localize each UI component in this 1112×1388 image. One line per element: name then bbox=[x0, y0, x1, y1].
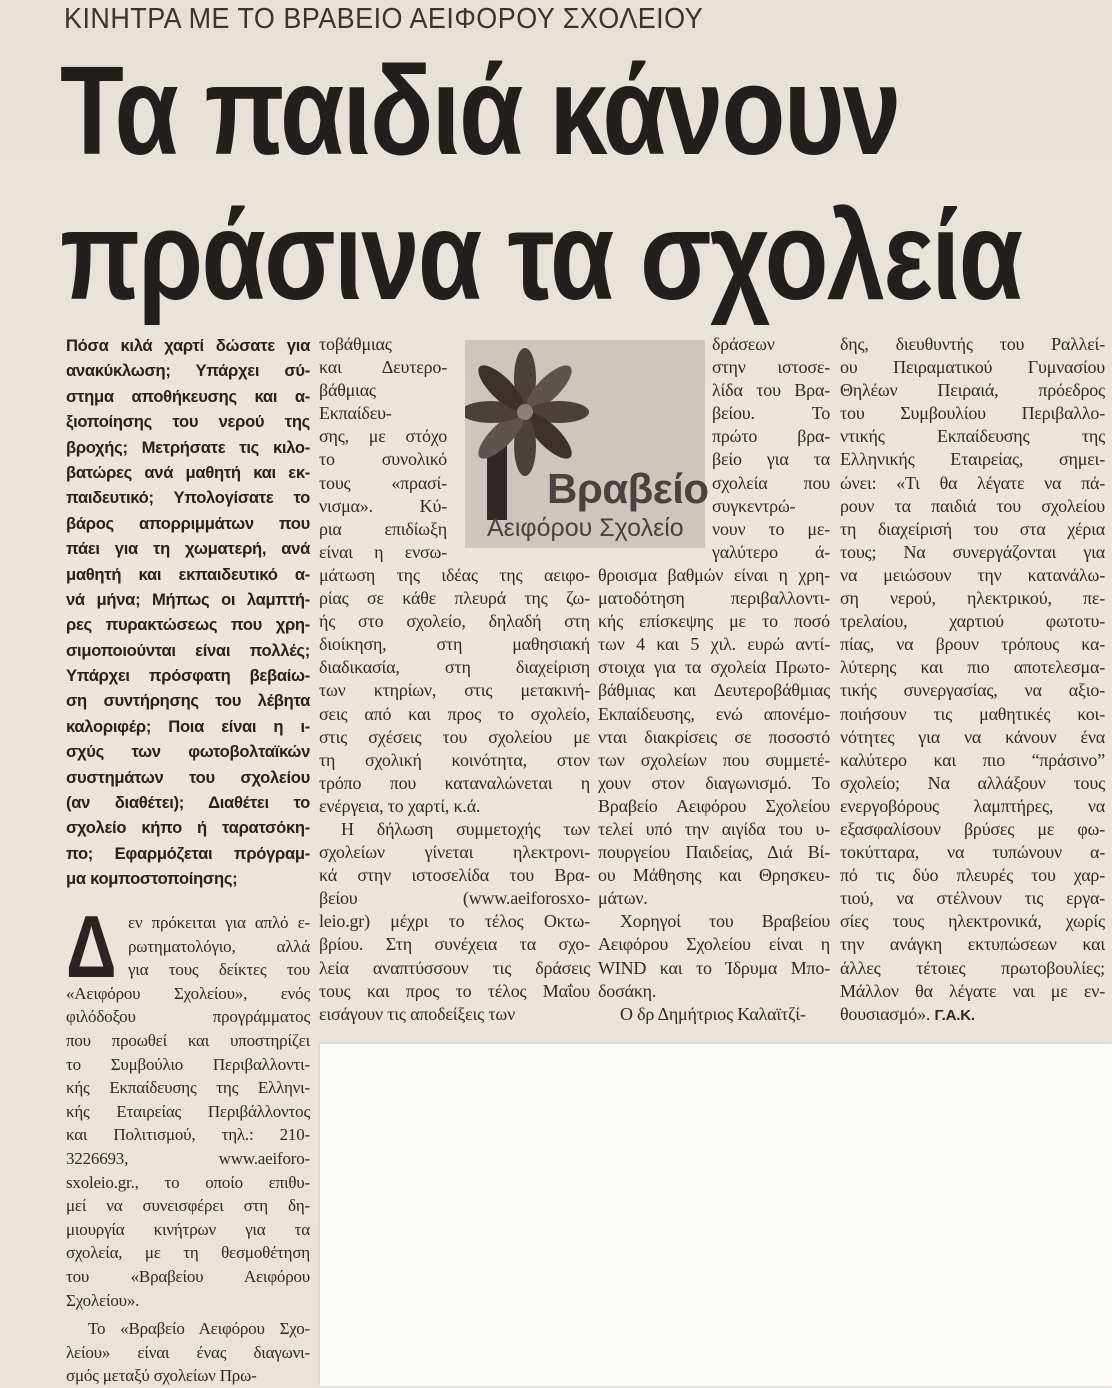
text-line bbox=[66, 358, 310, 383]
text-line bbox=[319, 726, 590, 749]
text-line bbox=[319, 587, 590, 610]
text-line bbox=[840, 772, 1105, 795]
text-line-content: τοκύτταρα, να τυπώνουν α- bbox=[840, 842, 1105, 863]
text-line-content: κής επίσκεψης με το ποσό bbox=[598, 611, 830, 632]
text-line-content: μάτωση της ιδέας της αειφο- bbox=[319, 564, 590, 585]
text-line bbox=[66, 562, 310, 587]
text-line bbox=[840, 1003, 1105, 1026]
text-line bbox=[598, 980, 830, 1003]
text-line-content: ρίας σε κάθε πλευρά της ζω- bbox=[319, 588, 590, 609]
drop-cap-letter: Δ bbox=[66, 912, 117, 982]
text-line bbox=[712, 379, 830, 402]
text-line-content: φιλόδοξου προγράμματος bbox=[66, 1007, 310, 1027]
text-line-content: ρουν τα παιδιά του σχολείου bbox=[840, 495, 1105, 516]
text-line-content: σίες τους ηλεκτρονικά, χωρίς bbox=[840, 911, 1105, 932]
paragraph bbox=[66, 911, 310, 1312]
text-line bbox=[319, 610, 590, 633]
kicker: ΚΙΝΗΤΡΑ ΜΕ ΤΟ ΒΡΑΒΕΙΟ ΑΕΙΦΟΡΟΥ ΣΧΟΛΕΙΟΥ bbox=[64, 3, 704, 35]
text-line-content: πο; Εφαρμόζεται πρόγραμ- bbox=[66, 843, 310, 863]
text-line bbox=[319, 518, 447, 541]
text-line bbox=[66, 714, 310, 739]
text-line-content: λείου» είναι ένας διαγωνι- bbox=[66, 1342, 310, 1362]
text-line bbox=[598, 703, 830, 726]
text-line bbox=[598, 656, 830, 679]
text-line-content: σχολείων γίνεται ηλεκτρονι- bbox=[319, 842, 590, 863]
text-line bbox=[66, 536, 310, 561]
text-line bbox=[840, 472, 1105, 495]
article-column-4 bbox=[840, 333, 1105, 1026]
paragraph bbox=[66, 1317, 310, 1388]
text-line-content: σχύς των φωτοβολταϊκών bbox=[66, 742, 310, 762]
text-line bbox=[840, 980, 1105, 1003]
text-line-content: σης, με στόχο bbox=[319, 426, 447, 447]
text-line-content: που προωθεί και υποστηρίζει bbox=[66, 1030, 310, 1050]
text-line bbox=[319, 910, 590, 933]
paragraph bbox=[598, 910, 830, 1002]
text-line-content: των 4 και 5 χιλ. ευρώ αντί- bbox=[598, 634, 830, 655]
text-line-content: ρες πυρακτώσεως που χρη- bbox=[66, 615, 310, 635]
text-line-content: ση συντήρησης του λέβητα bbox=[66, 691, 310, 711]
text-line bbox=[598, 633, 830, 656]
text-line-content: νται διακρίσεις σε ποσοστό bbox=[598, 726, 830, 747]
text-line-content: Η δήλωση συμμετοχής των bbox=[341, 818, 590, 839]
text-line-content: σχολεία, με τη θεσμοθέτηση bbox=[66, 1243, 310, 1263]
text-line-content: διαδικασία, στη διαχείριση bbox=[319, 657, 590, 678]
text-line bbox=[319, 1003, 590, 1026]
text-line-content: βάρος απορριμμάτων που bbox=[66, 513, 310, 533]
text-line-content: μάτων. bbox=[598, 888, 648, 909]
headline-line: Τα παιδιά κάνουν bbox=[60, 40, 900, 181]
text-line bbox=[66, 1218, 310, 1242]
text-line bbox=[319, 749, 590, 772]
text-line-content: τους; Να συνεργάζονται για bbox=[840, 541, 1105, 562]
text-line bbox=[66, 663, 310, 688]
text-line bbox=[66, 1005, 310, 1029]
text-line-content: την ανάγκη εκτυπώσεων και bbox=[840, 934, 1105, 955]
text-line-content: δοσάκη. bbox=[598, 980, 657, 1001]
intro-column bbox=[66, 333, 310, 892]
text-line-content: και Δευτερο- bbox=[319, 357, 447, 378]
text-line-content: συγκεντρώ- bbox=[712, 495, 796, 516]
text-line bbox=[66, 790, 310, 815]
text-line-content: Υπάρχει πρόσφατη βεβαίω- bbox=[66, 666, 310, 686]
paragraph bbox=[840, 333, 1105, 1026]
text-line-content: μιουργία κινήτρων για τα bbox=[66, 1219, 310, 1239]
text-line bbox=[840, 933, 1105, 956]
text-line bbox=[66, 841, 310, 866]
text-line bbox=[712, 356, 830, 379]
text-line-content: εξασφαλίσουν βρύσες με φω- bbox=[840, 818, 1105, 839]
text-line bbox=[66, 587, 310, 612]
text-line-content: εν πρόκειται για απλό ε- bbox=[128, 913, 310, 932]
text-line bbox=[66, 435, 310, 460]
text-line bbox=[840, 564, 1105, 587]
text-line-content: ξιοποίησης του νερού της bbox=[66, 412, 310, 432]
text-line bbox=[319, 495, 447, 518]
text-line bbox=[66, 1364, 310, 1388]
blank-area bbox=[320, 1044, 1112, 1386]
text-line-content: σχολεία που bbox=[712, 472, 830, 493]
headline-line: πράσινα τα σχολεία bbox=[60, 185, 1022, 326]
text-line-content: Πόσα κιλά χαρτί δώσατε για bbox=[66, 336, 310, 355]
text-line bbox=[840, 957, 1105, 980]
text-line-content: λύτερης και πιο αποτελεσμα- bbox=[840, 657, 1105, 678]
text-line-content: για τους δείκτες του bbox=[128, 960, 310, 980]
text-line-content: (αν διαθέτει); Διαθέτει το bbox=[66, 793, 310, 813]
text-line-content: σεις από και προς το σχολείο, bbox=[319, 703, 590, 724]
text-line-content: νά μήνα; Μήπως οι λαμπτή- bbox=[66, 589, 310, 609]
text-line-content: ματοδότηση περιβαλλοντι- bbox=[598, 588, 830, 609]
text-line-content: στοιχα για τα σχολεία Πρωτο- bbox=[598, 657, 830, 678]
text-line bbox=[66, 384, 310, 409]
text-line-content: Χορηγοί του Βραβείου bbox=[620, 911, 830, 932]
text-line bbox=[712, 518, 830, 541]
text-line bbox=[840, 841, 1105, 864]
text-line-content: το Συμβούλιο Περιβαλλοντι- bbox=[66, 1054, 310, 1074]
text-line-content: ποιήσουν τις μαθητικές κοι- bbox=[840, 703, 1105, 724]
text-line-content: ής στο σχολείο, δηλαδή στη bbox=[319, 611, 590, 632]
text-line bbox=[598, 610, 830, 633]
text-line-content: λίδα του Βρα- bbox=[712, 380, 830, 401]
text-line bbox=[840, 610, 1105, 633]
text-line-content: τρόπο που καταναλώνεται η bbox=[319, 772, 590, 793]
text-line-content: ενέργεια, το χαρτί, κ.ά. bbox=[319, 795, 481, 816]
text-line-content: τιού, να στέλνουν τις εργα- bbox=[840, 888, 1105, 909]
text-line bbox=[66, 958, 310, 982]
text-line-content: ση νερού, ηλεκτρικού, πε- bbox=[840, 588, 1105, 609]
text-line bbox=[319, 818, 590, 841]
text-line bbox=[66, 1341, 310, 1365]
text-line bbox=[840, 518, 1105, 541]
text-line-content: σχολείο; Να αλλάξουν τους bbox=[840, 772, 1105, 793]
text-line bbox=[319, 864, 590, 887]
text-line bbox=[66, 1241, 310, 1265]
text-line bbox=[840, 910, 1105, 933]
article-column-1 bbox=[66, 911, 310, 1388]
text-line-content: άλλες τέτοιες πρωτοβουλίες; bbox=[840, 957, 1105, 978]
text-line-content: ρια επιδίωξη bbox=[319, 518, 447, 539]
text-line-content: κά στην ιστοσελίδα του Βρα- bbox=[319, 865, 590, 886]
text-line-content: δης, διευθυντής του Ραλλεί- bbox=[840, 334, 1105, 354]
text-line-content: Ο δρ Δημήτριος Καλαϊτζί- bbox=[620, 1003, 806, 1024]
text-line-content: μαθητή και εκπαιδευτικό α- bbox=[66, 564, 310, 584]
text-line bbox=[598, 795, 830, 818]
headline bbox=[60, 38, 1112, 328]
text-line-content: κής Εκπαίδευσης της Ελληνι- bbox=[66, 1078, 310, 1098]
text-line-content: μεί να συνεισφέρει στη δη- bbox=[66, 1196, 310, 1216]
text-line bbox=[712, 448, 830, 471]
text-line-content: sxoleio.gr., το οποίο επιθυ- bbox=[66, 1172, 310, 1192]
text-line-content: τους «πρασί- bbox=[319, 472, 447, 493]
text-line-content: πίας, να βρουν τρόπους κα- bbox=[840, 634, 1105, 655]
text-line-content: ρωτηματολόγιο, αλλά bbox=[128, 936, 310, 956]
text-line bbox=[66, 460, 310, 485]
text-line bbox=[598, 818, 830, 841]
text-line bbox=[66, 333, 310, 358]
text-line-content: πουργείου Παιδείας, Διά Βί- bbox=[598, 842, 830, 863]
text-line bbox=[840, 887, 1105, 910]
text-line bbox=[712, 472, 830, 495]
text-line bbox=[840, 679, 1105, 702]
text-line bbox=[319, 402, 447, 425]
text-line-content: σιμοποιούνται είναι πολλές; bbox=[66, 640, 310, 660]
paragraph bbox=[66, 333, 310, 892]
paragraph bbox=[319, 818, 590, 1026]
logo-subtitle: Αειφόρου Σχολείο bbox=[487, 514, 684, 542]
text-line bbox=[598, 841, 830, 864]
text-line bbox=[598, 726, 830, 749]
text-line-content: τελεί υπό την αιγίδα του υ- bbox=[598, 818, 830, 839]
text-line bbox=[598, 864, 830, 887]
text-line bbox=[598, 957, 830, 980]
text-line-content: θουσιασμό». bbox=[840, 1003, 931, 1024]
text-line bbox=[712, 541, 830, 564]
text-line bbox=[66, 1194, 310, 1218]
text-line-content: στις σχέσεις του σχολείου με bbox=[319, 726, 590, 747]
text-line bbox=[840, 633, 1105, 656]
text-line bbox=[319, 356, 447, 379]
text-line-content: βρίου. Στη συνέχεια τα σχο- bbox=[319, 934, 590, 955]
text-line-content: Εκπαίδευσης, ενώ απονέμο- bbox=[598, 703, 830, 724]
text-line bbox=[66, 409, 310, 434]
text-line-content: διοίκηση, στη μαθησιακή bbox=[319, 634, 590, 655]
text-line bbox=[66, 638, 310, 663]
text-line bbox=[840, 703, 1105, 726]
text-line-content: ενεργοβόρους λαμπτήρες, να bbox=[840, 795, 1105, 816]
text-line bbox=[840, 541, 1105, 564]
text-line bbox=[66, 1171, 310, 1195]
text-line-content: δράσεων bbox=[712, 334, 775, 354]
text-line bbox=[319, 957, 590, 980]
text-line bbox=[319, 841, 590, 864]
text-line-content: παιδευτικό; Υπολογίσατε το bbox=[66, 488, 310, 508]
text-line-content: Μάλλον θα λέγατε ναι με εν- bbox=[840, 980, 1105, 1001]
text-line-content: leio.gr) μέχρι το τέλος Οκτω- bbox=[319, 911, 590, 932]
text-line bbox=[66, 935, 310, 959]
text-line bbox=[598, 587, 830, 610]
text-line bbox=[840, 864, 1105, 887]
text-line-content: τους και προς το τέλος Μαΐου bbox=[319, 980, 590, 1001]
text-line-content: μα κομποστοποίησης; bbox=[66, 869, 238, 889]
text-line bbox=[66, 1053, 310, 1077]
text-line bbox=[840, 587, 1105, 610]
text-line-content: βάθμιας και Δευτεροβάθμιας bbox=[598, 680, 830, 701]
text-line bbox=[319, 448, 447, 471]
text-line bbox=[319, 980, 590, 1003]
text-line bbox=[66, 866, 310, 891]
paragraph bbox=[598, 1003, 830, 1026]
text-line bbox=[712, 495, 830, 518]
text-line-content: σμός μεταξύ σχολείων Πρω- bbox=[66, 1366, 257, 1386]
text-line-content: του «Βραβείου Αειφόρου bbox=[66, 1266, 310, 1286]
text-line-content: το συνολικό bbox=[319, 449, 447, 470]
text-line-content: βροχής; Μετρήσατε τις κιλο- bbox=[66, 437, 310, 457]
text-line bbox=[66, 1265, 310, 1289]
text-line bbox=[712, 333, 830, 356]
text-line bbox=[840, 448, 1105, 471]
text-line-content: βατώρες ανά μαθητή και εκ- bbox=[66, 462, 310, 482]
text-line-content: 3226693, www.aeiforo- bbox=[66, 1148, 310, 1168]
text-line-content: τη σχολική κοινότητα, στον bbox=[319, 749, 590, 770]
text-line-content: συστημάτων του σχολείου bbox=[66, 767, 310, 787]
text-line-content: νουν το με- bbox=[712, 518, 830, 539]
text-line-content: στην ιστοσε- bbox=[712, 357, 830, 378]
text-line-content: «Αειφόρου Σχολείου», ενός bbox=[66, 983, 310, 1003]
text-line-content: βείο για τα bbox=[712, 449, 830, 470]
text-line-content: πό τις δύο πλευρές του χαρ- bbox=[840, 865, 1105, 886]
text-line-content: να μειώσουν την κατανάλω- bbox=[840, 564, 1105, 585]
text-line-content: γαλύτερο ά- bbox=[712, 541, 830, 562]
text-line bbox=[319, 472, 447, 495]
text-line bbox=[840, 402, 1105, 425]
text-line bbox=[598, 887, 830, 910]
text-line-content: του Συμβουλίου Περιβαλλο- bbox=[840, 403, 1105, 424]
text-line-content: τρελαίου, χαρτιού φωτοτυ- bbox=[840, 611, 1105, 632]
text-line bbox=[840, 333, 1105, 356]
text-line-content: πάει για τη χωματερή, ανά bbox=[66, 539, 310, 559]
text-line bbox=[319, 333, 447, 356]
text-line-content: ου Μάθησης και Θρησκευ- bbox=[598, 865, 830, 886]
text-line-content: και Πολιτισμού, τηλ.: 210- bbox=[66, 1125, 310, 1145]
text-line-content: τη διαχείρισή του στα χέρια bbox=[840, 518, 1105, 539]
text-line bbox=[712, 425, 830, 448]
text-line-content: WIND και το Ίδρυμα Μπο- bbox=[598, 957, 830, 978]
text-line bbox=[319, 425, 447, 448]
text-line-content: εισάγουν τις αποδείξεις των bbox=[319, 1003, 516, 1024]
text-line bbox=[840, 818, 1105, 841]
text-line-content: των κτηρίων, στις μετακινή- bbox=[319, 680, 590, 701]
text-line-content: ανακύκλωση; Υπάρχει σύ- bbox=[66, 361, 310, 381]
text-line bbox=[66, 688, 310, 713]
text-line bbox=[66, 1076, 310, 1100]
text-line bbox=[66, 485, 310, 510]
text-line bbox=[319, 379, 447, 402]
text-line bbox=[319, 541, 447, 564]
award-logo bbox=[465, 340, 709, 548]
text-line bbox=[66, 815, 310, 840]
text-line bbox=[66, 739, 310, 764]
text-line-content: καλοριφέρ; Ποια είναι η ι- bbox=[66, 716, 310, 736]
text-line bbox=[66, 982, 310, 1006]
text-line bbox=[840, 656, 1105, 679]
text-line-content: ώνει: «Τι θα λέγατε να πά- bbox=[840, 472, 1105, 493]
text-line bbox=[840, 379, 1105, 402]
text-line-content: ου Πειραματικού Γυμνασίου bbox=[840, 357, 1105, 378]
text-line-content: νότητες για να κάνουν ένα bbox=[840, 726, 1105, 747]
text-line bbox=[598, 772, 830, 795]
text-line bbox=[598, 749, 830, 772]
text-line bbox=[66, 511, 310, 536]
text-line bbox=[319, 887, 590, 910]
text-line-content: κής Εταιρείας Περιβάλλοντος bbox=[66, 1101, 310, 1121]
text-line bbox=[319, 656, 590, 679]
text-line-content: τοβάθμιας bbox=[319, 334, 392, 354]
text-line bbox=[66, 765, 310, 790]
text-line bbox=[598, 564, 830, 587]
text-line-content: Θηλέων Πειραιά, πρόεδρος bbox=[840, 380, 1105, 401]
text-line-content: θροισμα βαθμών είναι η χρη- bbox=[598, 564, 830, 585]
text-line bbox=[66, 612, 310, 637]
text-line bbox=[66, 1147, 310, 1171]
text-line-content: Αειφόρου Σχολείου είναι η bbox=[598, 934, 830, 955]
text-line bbox=[598, 1003, 830, 1026]
text-line bbox=[66, 1317, 310, 1341]
text-line-content: Ελληνικής Εταιρείας, σημει- bbox=[840, 449, 1105, 470]
text-line-content: βείου. Το bbox=[712, 403, 830, 424]
text-line-content: στημα αποθήκευσης και α- bbox=[66, 386, 310, 406]
text-line bbox=[319, 772, 590, 795]
text-line bbox=[840, 749, 1105, 772]
text-line bbox=[319, 703, 590, 726]
text-line-content: πρώτο βρα- bbox=[712, 426, 830, 447]
text-line bbox=[840, 726, 1105, 749]
text-line bbox=[319, 679, 590, 702]
text-line bbox=[840, 795, 1105, 818]
text-line-content: σχολείο κήπο ή ταρατσόκη- bbox=[66, 818, 310, 838]
text-line-content: βάθμιας bbox=[319, 380, 376, 401]
logo-title: Βραβείο bbox=[547, 465, 709, 512]
text-line bbox=[598, 933, 830, 956]
text-line bbox=[319, 933, 590, 956]
text-line-content: είναι η ενσω- bbox=[319, 541, 447, 562]
text-line bbox=[712, 402, 830, 425]
text-line bbox=[598, 679, 830, 702]
text-line bbox=[66, 1289, 310, 1313]
text-line bbox=[598, 910, 830, 933]
text-line bbox=[66, 1123, 310, 1147]
text-line bbox=[840, 425, 1105, 448]
text-line-content: βείου (www.aeiforosxo- bbox=[319, 888, 590, 909]
text-line-content: χουν στον διαγωνισμό. Το bbox=[598, 772, 830, 793]
text-line-content: Το «Βραβείο Αειφόρου Σχο- bbox=[88, 1319, 310, 1339]
text-line-content: λεία αναπτύσσουν τις δράσεις bbox=[319, 957, 590, 978]
text-line-content: των σχολείων που συμμετέ- bbox=[598, 749, 830, 770]
text-line-content: Σχολείου». bbox=[66, 1290, 140, 1310]
text-line-content: Βραβείο Αειφόρου Σχολείου bbox=[598, 795, 830, 816]
text-line bbox=[840, 495, 1105, 518]
text-line bbox=[66, 1029, 310, 1053]
text-line-content: νισμα». Κύ- bbox=[319, 495, 447, 516]
text-line bbox=[66, 911, 310, 935]
text-line-content: ντικής Εκπαίδευσης της bbox=[840, 426, 1105, 447]
text-line-content: καλύτερο και πιο “πράσινο” bbox=[840, 749, 1105, 770]
author-initials: Γ.Α.Κ. bbox=[934, 1006, 975, 1024]
text-line-content: τικής συνεργασίας, να αξιο- bbox=[840, 680, 1105, 701]
text-line bbox=[319, 633, 590, 656]
text-line-content: Εκπαίδευ- bbox=[319, 403, 392, 424]
text-line bbox=[66, 1100, 310, 1124]
text-line bbox=[319, 564, 590, 587]
text-line bbox=[319, 795, 590, 818]
text-line bbox=[840, 356, 1105, 379]
